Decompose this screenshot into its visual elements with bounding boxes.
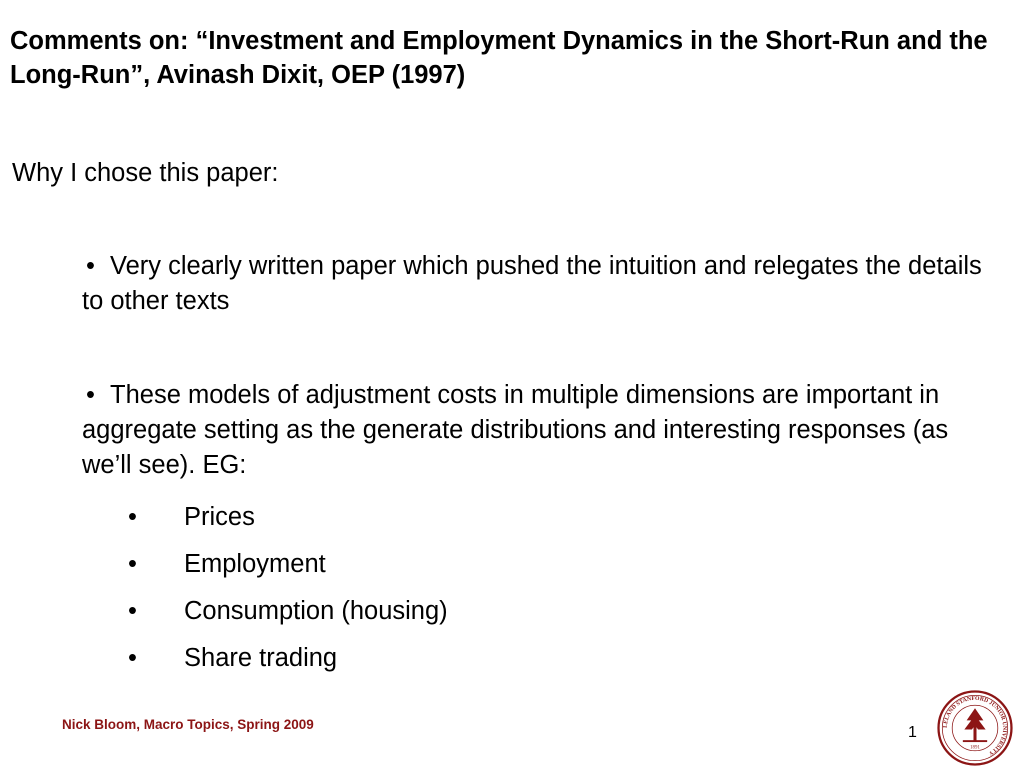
bullet-marker: • [86, 381, 95, 409]
sub-bullet-item [128, 641, 448, 688]
slide-title: Comments on: “Investment and Employment Dynamics in the Short-Run and the Long-Run”, Avinash Dixit, OEP (1997) [10, 27, 988, 89]
sub-bullet-item [128, 594, 448, 641]
sub-bullet-item [128, 500, 448, 547]
seal-ring-text: LELAND STANFORD JUNIOR UNIVERSITY [942, 695, 1008, 757]
university-seal-icon [937, 690, 1013, 766]
sub-bullet-marker: • [128, 550, 137, 578]
bullet-text: Very clearly written paper which pushed the intuition and relegates the details to other texts [82, 252, 982, 315]
footer-credit: Nick Bloom, Macro Topics, Spring 2009 [62, 717, 314, 732]
sub-bullet-text: Share trading [184, 644, 338, 672]
sub-bullet-marker: • [128, 503, 137, 531]
sub-bullet-text: Prices [184, 503, 255, 531]
sub-bullet-text: Consumption (housing) [184, 597, 448, 625]
intro-heading: Why I chose this paper: [12, 159, 279, 187]
bullet-text: These models of adjustment costs in multiple dimensions are important in aggregate setting as the generate distributions and interesting responses (as we’ll see). EG: [82, 381, 949, 479]
sub-bullet-marker: • [128, 644, 137, 672]
sub-bullet-item [128, 547, 448, 594]
bullet-marker: • [86, 252, 95, 280]
sub-bullet-marker: • [128, 597, 137, 625]
sub-bullet-list [128, 500, 448, 688]
seal-year: 1891 [970, 745, 980, 751]
bullet-item [82, 249, 992, 319]
bullet-item [82, 378, 992, 483]
page-number: 1 [908, 724, 917, 741]
sub-bullet-text: Employment [184, 550, 326, 578]
